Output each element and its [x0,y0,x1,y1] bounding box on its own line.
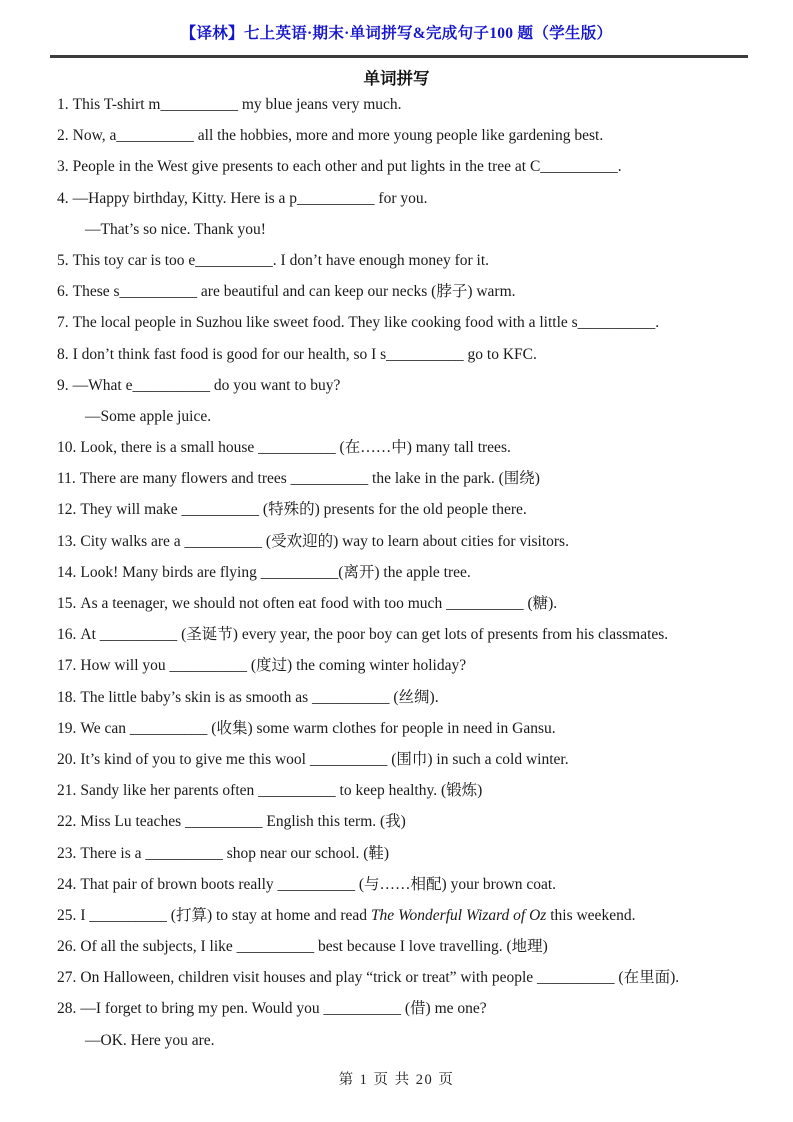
question-text: That pair of brown boots really __________ (与……相配) your brown coat. [80,875,557,893]
question-text: We can __________ (收集) some warm clothes for people in need in Gansu. [80,719,556,737]
question-line [57,775,773,806]
question-number: 24. [57,875,77,893]
question-number: 16. [57,626,77,644]
question-text: Miss Lu teaches __________ English this term. (我) [80,813,406,831]
question-number: 14. [57,563,77,581]
question-text: People in the West give presents to each other and put lights in the tree at C__________. [72,158,622,176]
question-line [57,713,773,744]
document-header-title: 【译林】七上英语·期末·单词拼写&完成句子100 题（学生版） [180,25,613,42]
question-text: —I forget to bring my pen. Would you __________ (借) me one? [80,1000,487,1018]
question-number: 10. [57,439,77,457]
question-line [57,276,773,307]
question-number: 23. [57,844,77,862]
question-line [57,339,773,370]
dialogue-line [57,214,773,245]
question-number: 22. [57,813,77,831]
question-line [57,89,773,120]
question-number: 8. [57,345,69,363]
question-number: 28. [57,1000,77,1018]
question-line [57,588,773,619]
question-text: It’s kind of you to give me this wool __________ (围巾) in such a cold winter. [80,750,569,768]
question-text: There is a __________ shop near our school. (鞋) [80,844,390,862]
question-line [57,931,773,962]
question-line [57,120,773,151]
question-line [57,619,773,650]
question-number: 15. [57,595,77,612]
dialogue-line [57,401,773,432]
question-text: These s__________ are beautiful and can keep our necks (脖子) warm. [72,283,516,301]
question-text: —That’s so nice. Thank you! [85,220,266,238]
question-line [57,370,773,401]
question-text: How will you __________ (度过) the coming winter holiday? [80,657,467,675]
question-line [57,744,773,775]
question-line [57,682,773,713]
question-text: this weekend. [546,906,636,924]
question-line [57,869,773,900]
question-number: 9. [57,376,69,394]
question-line [57,307,773,338]
question-text: Sandy like her parents often __________ to keep healthy. (锻炼) [80,782,483,800]
question-line [57,151,773,182]
question-text: The little baby’s skin is as smooth as __________ (丝绸). [80,688,439,706]
question-number: 11. [57,470,76,488]
question-number: 2. [57,127,69,145]
section-title: 单词拼写 [363,69,430,88]
question-line [57,806,773,837]
question-line [57,900,773,931]
question-text: On Halloween, children visit houses and play “trick or treat” with people __________ (在里面). [80,969,680,987]
question-text: —OK. Here you are. [85,1031,215,1049]
question-text: I __________ (打算) to stay at home and read [80,906,371,924]
question-number: 6. [57,283,69,301]
question-text: This toy car is too e__________. I don’t have enough money for it. [72,251,490,269]
question-text: I don’t think fast food is good for our health, so I s__________ go to KFC. [72,345,537,363]
question-number: 5. [57,251,69,269]
question-number: 19. [57,719,77,737]
question-text: Of all the subjects, I like __________ best because I love travelling. (地理) [80,938,548,956]
dialogue-line [57,1025,773,1056]
question-text: City walks are a __________ (受欢迎的) way to learn about cities for visitors. [80,532,569,550]
question-line [57,526,773,557]
question-number: 26. [57,938,77,956]
question-text: As a teenager, we should not often eat food with too much __________ (糖). [80,595,558,612]
question-line [57,463,773,494]
question-number: 4. [57,189,69,207]
question-number: 21. [57,782,77,800]
question-line [57,993,773,1024]
question-text: The local people in Suzhou like sweet food. They like cooking food with a little s__________. [72,314,660,332]
question-text: This T-shirt m__________ my blue jeans very much. [72,96,402,113]
question-number: 17. [57,657,77,675]
question-text: They will make __________ (特殊的) presents for the old people there. [80,501,527,519]
question-line [57,432,773,463]
question-number: 20. [57,750,77,768]
question-text: —Some apple juice. [85,407,212,425]
question-line [57,494,773,525]
page-footer [0,1068,793,1089]
question-number: 13. [57,532,77,550]
book-title-italic: The Wonderful Wizard of Oz [370,906,547,924]
question-number: 25. [57,906,77,924]
question-number: 12. [57,501,77,519]
header-divider [50,55,748,58]
question-line [57,557,773,588]
question-line [57,245,773,276]
question-line [57,650,773,681]
question-line [57,838,773,869]
question-text: There are many flowers and trees __________ the lake in the park. (围绕) [79,470,540,488]
question-number: 1. [57,96,69,113]
question-number: 18. [57,688,77,706]
question-text: —What e__________ do you want to buy? [72,376,341,394]
question-text: Look, there is a small house __________ (在……中) many tall trees. [80,439,511,457]
question-number: 27. [57,969,77,987]
question-text: At __________ (圣诞节) every year, the poor boy can get lots of presents from his classmates. [80,626,669,644]
question-number: 3. [57,158,69,176]
question-line [57,962,773,993]
question-text: Now, a__________ all the hobbies, more and more young people like gardening best. [72,127,604,145]
question-list [57,89,773,1056]
page-number-label: 第 1 页 共 20 页 [338,1072,455,1088]
question-text: Look! Many birds are flying __________(离开) the apple tree. [80,563,471,581]
question-line [57,183,773,214]
question-number: 7. [57,314,69,332]
question-text: —Happy birthday, Kitty. Here is a p__________ for you. [72,189,428,207]
